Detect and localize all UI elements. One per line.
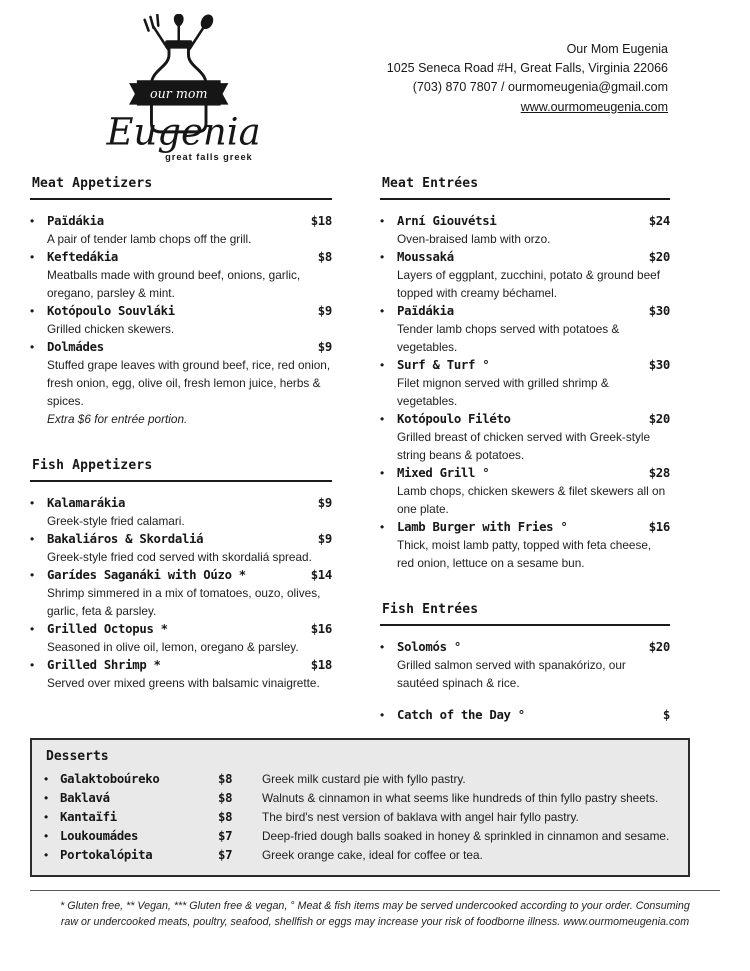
item-name: • Loukoumádes (60, 829, 139, 843)
restaurant-address: 1025 Seneca Road #H, Great Falls, Virginia 22066 (386, 61, 668, 75)
item-name: • Kantaïfi (60, 810, 117, 824)
dessert-item (44, 827, 676, 846)
dessert-item (44, 770, 676, 789)
menu-item (380, 302, 670, 356)
item-price: $8 (218, 810, 233, 824)
item-name: • Arní Giouvétsi (397, 214, 497, 228)
item-name: • Grilled Shrimp * (47, 658, 161, 672)
item-desc: Greek-style fried cod served with skordaliá spread. (47, 550, 312, 564)
item-name: • Moussaká (397, 250, 454, 264)
menu-item (30, 248, 332, 302)
item-desc: Greek milk custard pie with fyllo pastry. (262, 772, 466, 786)
desserts-title: Desserts (46, 749, 109, 764)
item-price: $ (662, 708, 670, 722)
section-fish-appetizers (30, 458, 332, 692)
section-meat-entrees (380, 176, 670, 572)
item-desc: Served over mixed greens with balsamic vinaigrette. (47, 676, 320, 690)
item-desc: Thick, moist lamb patty, topped with feta cheese, red onion, lettuce on a sesame bun. (397, 538, 652, 570)
menu-item (30, 620, 332, 656)
item-price: $9 (317, 340, 332, 354)
right-column (380, 176, 670, 724)
item-desc: A pair of tender lamb chops off the grill. (47, 232, 252, 246)
section-fish-entrees (380, 602, 670, 724)
item-desc: Tender lamb chops served with potatoes & vegetables. (397, 322, 620, 354)
item-desc: Grilled chicken skewers. (47, 322, 175, 336)
item-list (380, 638, 670, 724)
item-name: • Mixed Grill ° (397, 466, 490, 480)
item-price: $24 (648, 214, 670, 228)
item-desc: Grilled breast of chicken served with Greek-style string beans & potatoes. (397, 430, 651, 462)
item-name: • Keftedákia (47, 250, 119, 264)
logo-banner-text: our mom (149, 85, 208, 101)
menu-item (380, 248, 670, 302)
item-desc: Filet mignon served with grilled shrimp & vegetables. (397, 376, 609, 408)
menu-item (30, 566, 332, 620)
desserts-section (30, 738, 690, 877)
menu-item (380, 518, 670, 572)
item-desc: Walnuts & cinnamon in what seems like hundreds of thin fyllo pastry sheets. (262, 791, 659, 805)
item-desc: Stuffed grape leaves with ground beef, rice, red onion, fresh onion, egg, olive oil, fresh lemon juice, herbs & spices. (47, 358, 331, 408)
item-price: $8 (218, 772, 233, 786)
dessert-item (44, 789, 676, 808)
restaurant-phone-email: (703) 870 7807 / ourmomeugenia@gmail.com (412, 80, 668, 94)
item-name: • Bakaliáros & Skordaliá (47, 532, 204, 546)
item-price: $18 (310, 214, 332, 228)
item-desc: Grilled salmon served with spanakórizo, our sautéed spinach & rice. (397, 658, 626, 690)
contact-block (387, 40, 668, 117)
item-price: $16 (310, 622, 332, 636)
menu-item (30, 494, 332, 530)
section-title: Meat Entrées (380, 176, 670, 200)
menu-item (30, 656, 332, 692)
dessert-item (44, 808, 676, 827)
item-price: $20 (648, 412, 670, 426)
logo-tagline: great falls greek (165, 152, 253, 163)
item-name: • Catch of the Day ° (397, 708, 525, 722)
menu-item (30, 338, 332, 428)
item-desc: Seasoned in olive oil, lemon, oregano & parsley. (47, 640, 299, 654)
menu-item (380, 706, 670, 724)
item-price: $28 (648, 466, 670, 480)
menu-item (380, 464, 670, 518)
item-name: • Kalamarákia (47, 496, 126, 510)
restaurant-name: Our Mom Eugenia (566, 42, 668, 56)
section-meat-appetizers (30, 176, 332, 428)
item-name: • Baklavá (60, 791, 110, 805)
item-desc: Deep-fried dough balls soaked in honey & sprinkled in cinnamon and sesame. (262, 829, 670, 843)
item-desc: Shrimp simmered in a mix of tomatoes, ouzo, olives, garlic, feta & parsley. (47, 586, 321, 618)
item-price: $20 (648, 640, 670, 654)
menu-item (380, 638, 670, 692)
footer (30, 890, 720, 930)
logo-graphic (80, 14, 295, 164)
menu-item (30, 530, 332, 566)
footer-divider (30, 890, 720, 891)
footer-note-line2: raw or undercooked meats, poultry, seafood, shellfish or eggs may increase your risk of foodborne illness. www.ourmomeugenia.com (60, 916, 690, 928)
item-name: • Kotópoulo Filéto (397, 412, 511, 426)
menu-columns (30, 176, 720, 724)
item-name: • Surf & Turf ° (397, 358, 490, 372)
item-price: $9 (317, 532, 332, 546)
menu-item (30, 302, 332, 338)
item-price: $30 (648, 358, 670, 372)
item-price: $14 (310, 568, 332, 582)
footer-note-line1: * Gluten free, ** Vegan, *** Gluten free & vegan, ° Meat & fish items may be served undercooked according to your order. Consuming (60, 900, 690, 912)
item-price: $30 (648, 304, 670, 318)
item-name: • Garídes Saganáki with Oúzo * (47, 568, 246, 582)
item-price: $9 (317, 496, 332, 510)
item-name: • Grilled Octopus * (47, 622, 168, 636)
dessert-item (44, 846, 676, 865)
item-list (30, 494, 332, 692)
item-desc: Lamb chops, chicken skewers & filet skewers all on one plate. (397, 484, 666, 516)
item-price: $9 (317, 304, 332, 318)
item-name: • Lamb Burger with Fries ° (397, 520, 568, 534)
restaurant-logo (80, 14, 295, 169)
item-price: $8 (317, 250, 332, 264)
item-desc: Meatballs made with ground beef, onions, garlic, oregano, parsley & mint. (47, 268, 301, 300)
item-desc: Greek-style fried calamari. (47, 514, 185, 528)
item-name: • Païdákia (397, 304, 454, 318)
item-price: $8 (218, 791, 233, 805)
website-link[interactable]: www.ourmomeugenia.com (520, 100, 668, 114)
banner-ribbon (129, 80, 228, 105)
item-note: Extra $6 for entrée portion. (47, 412, 188, 426)
item-price: $18 (310, 658, 332, 672)
menu-item (380, 356, 670, 410)
section-title: Meat Appetizers (30, 176, 332, 200)
item-desc: Greek orange cake, ideal for coffee or tea. (262, 848, 483, 862)
item-name: • Kotópoulo Souvláki (47, 304, 175, 318)
item-name: • Portokalópita (60, 848, 153, 862)
header (30, 14, 720, 174)
left-column (30, 176, 332, 724)
item-desc: Layers of eggplant, zucchini, potato & ground beef topped with creamy béchamel. (397, 268, 660, 300)
menu-item (30, 212, 332, 248)
section-title: Fish Appetizers (30, 458, 332, 482)
item-price: $16 (648, 520, 670, 534)
item-list (380, 212, 670, 572)
menu-item (380, 212, 670, 248)
item-name: • Solomós ° (397, 640, 461, 654)
item-desc: The bird's nest version of baklava with angel hair fyllo pastry. (262, 810, 579, 824)
item-list (30, 212, 332, 428)
section-title: Fish Entrées (380, 602, 670, 626)
item-desc: Oven-braised lamb with orzo. (397, 232, 551, 246)
item-price: $7 (218, 848, 233, 862)
logo-name-text: Eugenia (106, 110, 261, 154)
item-name: • Galaktoboúreko (60, 772, 160, 786)
item-price: $7 (218, 829, 233, 843)
item-price: $20 (648, 250, 670, 264)
item-name: • Dolmádes (47, 340, 104, 354)
menu-item (380, 410, 670, 464)
item-name: • Païdákia (47, 214, 104, 228)
